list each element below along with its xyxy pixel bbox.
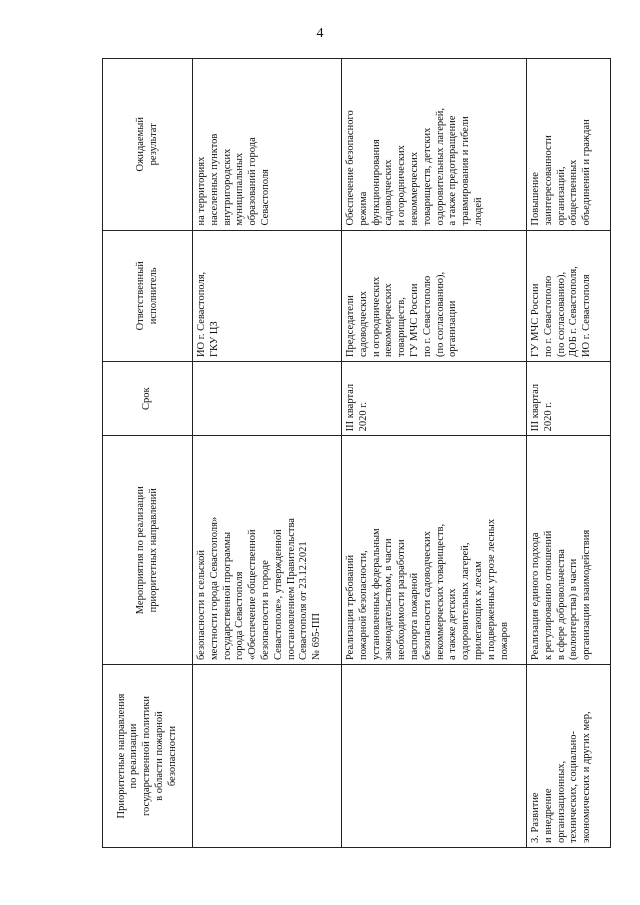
cell-result: Повышение заинтересованности организаций, общественных объединений и граждан xyxy=(527,59,611,231)
table-header-row xyxy=(103,59,193,848)
header-measure: Мероприятия по реализации приоритетных направлений xyxy=(103,436,193,665)
cell-executor: Председатели садоводческих и огороднических некоммерческих товариществ, ГУ МЧС России по г. Севастополю (по согласованию), организации xyxy=(342,230,527,362)
cell-result: Обеспечение безопасного режима функционирования садоводческих и огороднических некоммерческих товариществ, детских оздоровительных лагерей, а также предотвращение травмирования и гибели людей xyxy=(342,59,527,231)
table-row xyxy=(193,59,342,848)
cell-measure: Реализация требований пожарной безопасности, установленных федеральным законодательством, в части необходимости разработки паспорта пожарной безопасности садоводческих некоммерческих товариществ, а также детских оздоровительных лагерей, прилегающих к лесам и подверженных угрозе лесных пожаров xyxy=(342,436,527,665)
measures-table xyxy=(102,58,611,848)
cell-term xyxy=(193,362,342,436)
header-executor: Ответственный исполнитель xyxy=(103,230,193,362)
header-direction: Приоритетные направления по реализации государственной политики в области пожарной безопасности xyxy=(103,665,193,848)
rotated-table-container xyxy=(102,58,610,848)
page-number: 4 xyxy=(316,26,324,41)
cell-direction xyxy=(342,665,527,848)
cell-measure: Реализация единого подхода к регулированию отношений в сфере добровольчества (волонтерства) в части организации взаимодействия xyxy=(527,436,611,665)
cell-direction xyxy=(193,665,342,848)
cell-executor: ГУ МЧС России по г. Севастополю (по согласованию), ДОБ г. Севастополя, ИО г. Севастополя xyxy=(527,230,611,362)
header-result: Ожидаемый результат xyxy=(103,59,193,231)
cell-measure: безопасности в сельской местности города Севастополя» государственной программы города Севастополя «Обеспечение общественной безопасности в городе Севастополе», утвержденной постановлением Правительства Севастополя от 23.12.2021 № 695-ПП xyxy=(193,436,342,665)
cell-term: III квартал 2020 г. xyxy=(342,362,527,436)
cell-direction: 3. Развитие и внедрение организационных, технических, социально- экономических и других мер, xyxy=(527,665,611,848)
cell-result: на территориях населенных пунктов внутригородских муниципальных образований города Севастополя xyxy=(193,59,342,231)
cell-executor: ИО г. Севастополя, ГКУ ЦЗ xyxy=(193,230,342,362)
table-row xyxy=(342,59,527,848)
table-row xyxy=(527,59,611,848)
cell-term: III квартал 2020 г. xyxy=(527,362,611,436)
header-term: Срок xyxy=(103,362,193,436)
